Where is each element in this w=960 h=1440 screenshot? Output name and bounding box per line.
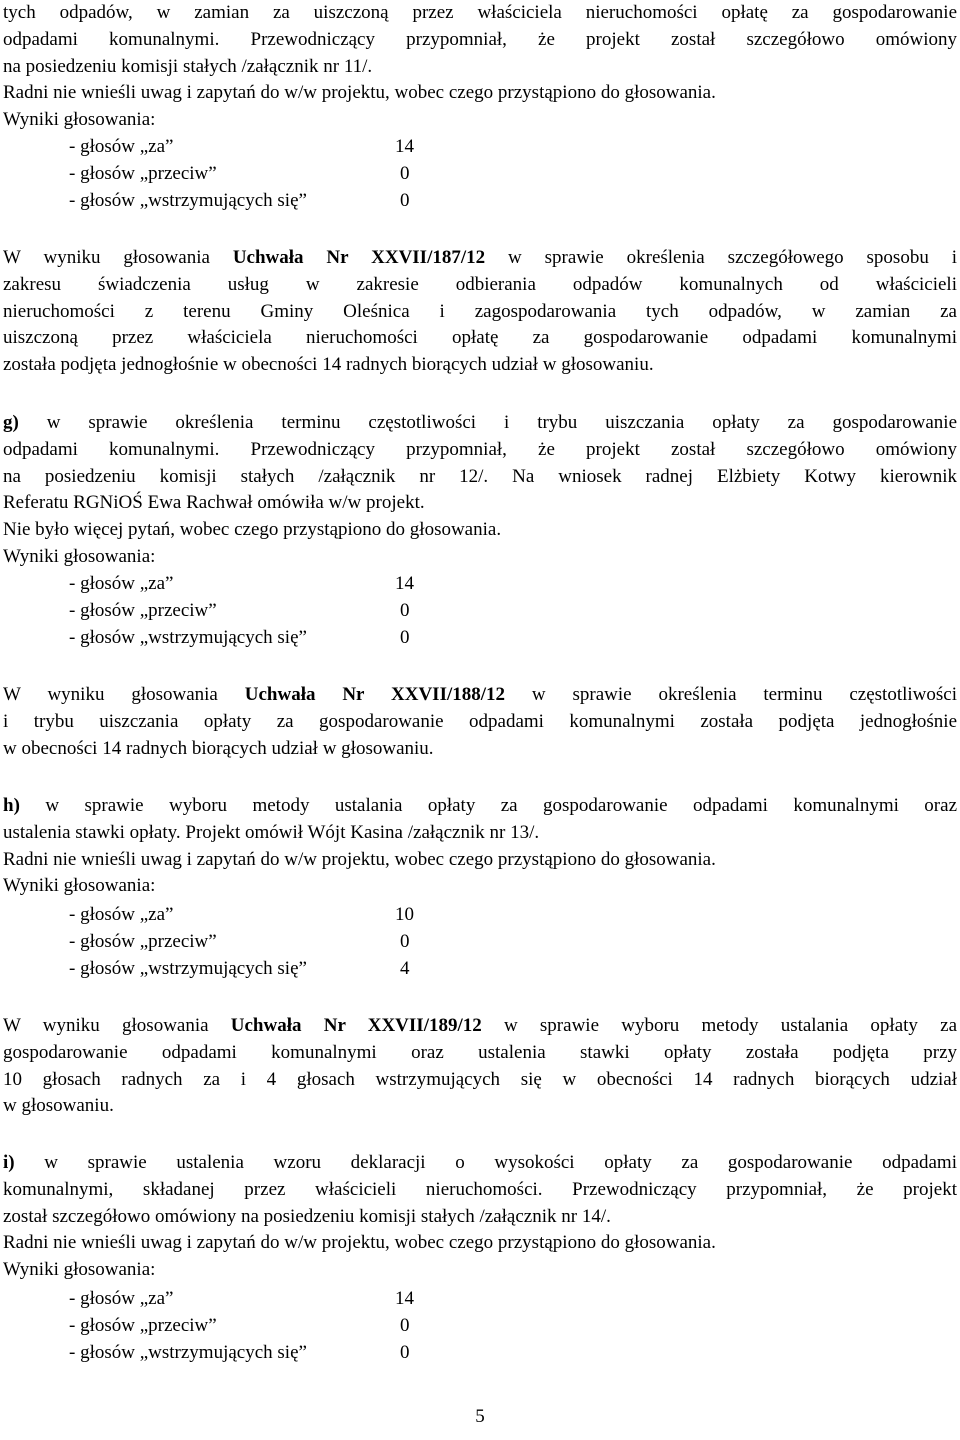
text-line: odpadami komunalnymi. Przewodniczący przypomniał, że projekt został szczegółowo omówiony — [3, 438, 957, 460]
vote-for-label: - głosów „za” — [69, 573, 174, 594]
vote-abstain-label: - głosów „wstrzymujących się” — [69, 190, 307, 211]
text-line: g) w sprawie określenia terminu częstotliwości i trybu uiszczania opłaty za gospodarowanie — [3, 412, 957, 433]
text-line: Radni nie wnieśli uwag i zapytań do w/w projektu, wobec czego przystąpiono do głosowania. — [3, 1232, 716, 1254]
section-letter: i) — [3, 1152, 15, 1173]
section-letter: g) — [3, 412, 19, 433]
voting-results-heading: Wyniki głosowania: — [3, 875, 156, 897]
vote-abstain-label: - głosów „wstrzymujących się” — [69, 958, 307, 979]
section-i-paragraph — [3, 1150, 957, 1284]
vote-for-label: - głosów „za” — [69, 1288, 174, 1309]
vote-for-row — [69, 902, 414, 929]
vote-for-row — [69, 134, 414, 161]
vote-abstain-count: 0 — [400, 1342, 410, 1363]
text-line: W wyniku głosowania Uchwała Nr XXVII/189/12 w sprawie wyboru metody ustalania opłaty za — [3, 1015, 957, 1036]
vote-against-count: 0 — [400, 600, 410, 621]
text-line: i trybu uiszczania opłaty za gospodarowanie odpadami komunalnymi została podjęta jednogłośnie — [3, 710, 957, 732]
voting-results-heading: Wyniki głosowania: — [3, 545, 156, 567]
voting-results-heading: Wyniki głosowania: — [3, 109, 156, 131]
text-line: i) w sprawie ustalenia wzoru deklaracji o wysokości opłaty za gospodarowanie odpadami — [3, 1152, 957, 1173]
text-line: W wyniku głosowania Uchwała Nr XXVII/187/12 w sprawie określenia szczegółowego sposobu i — [3, 247, 957, 268]
text-line: tych odpadów, w zamian za uiszczoną przez właściciela nieruchomości opłatę za gospodarowanie — [3, 2, 957, 23]
resolution-187-paragraph — [3, 245, 957, 379]
vote-for-count: 14 — [395, 573, 414, 594]
text-line: 10 głosach radnych za i 4 głosach wstrzymujących się w obecności 14 radnych biorących udział — [3, 1068, 957, 1090]
vote-for-label: - głosów „za” — [69, 904, 174, 925]
vote-abstain-label: - głosów „wstrzymujących się” — [69, 627, 307, 648]
vote-abstain-row — [69, 625, 410, 652]
vote-against-row — [69, 598, 410, 625]
vote-for-count: 10 — [395, 904, 414, 925]
vote-against-label: - głosów „przeciw” — [69, 163, 217, 184]
text-line: na posiedzeniu komisji stałych /załącznik nr 12/. Na wniosek radnej Elżbiety Kotwy kierownik — [3, 465, 957, 487]
page-number: 5 — [475, 1406, 485, 1427]
text-line: ustalenia stawki opłaty. Projekt omówił Wójt Kasina /załącznik nr 13/. — [3, 821, 540, 843]
text-line: gospodarowanie odpadami komunalnymi oraz ustalenia stawki opłaty została podjęta przy — [3, 1041, 957, 1063]
vote-against-label: - głosów „przeciw” — [69, 600, 217, 621]
vote-against-label: - głosów „przeciw” — [69, 931, 217, 952]
vote-against-row — [69, 1313, 410, 1340]
text-line: w głosowaniu. — [3, 1095, 114, 1117]
text-line: zakresu świadczenia usług w zakresie odbierania odpadów komunalnych od właścicieli — [3, 273, 957, 295]
text-line: uiszczoną przez właściciela nieruchomości opłatę za gospodarowanie odpadami komunalnymi — [3, 327, 957, 349]
text-line: Radni nie wnieśli uwag i zapytań do w/w projektu, wobec czego przystąpiono do głosowania. — [3, 82, 716, 104]
vote-against-row — [69, 929, 410, 956]
text-line: Radni nie wnieśli uwag i zapytań do w/w projektu, wobec czego przystąpiono do głosowania. — [3, 848, 716, 870]
vote-abstain-label: - głosów „wstrzymujących się” — [69, 1342, 307, 1363]
resolution-number: Uchwała Nr XXVII/188/12 — [244, 684, 506, 705]
vote-for-label: - głosów „za” — [69, 136, 174, 157]
text-line: odpadami komunalnymi. Przewodniczący przypomniał, że projekt został szczegółowo omówiony — [3, 28, 957, 50]
vote-abstain-count: 4 — [400, 958, 410, 979]
text-line: h) w sprawie wyboru metody ustalania opłaty za gospodarowanie odpadami komunalnymi oraz — [3, 795, 957, 816]
text-line: komunalnymi, składanej przez właścicieli nieruchomości. Przewodniczący przypomniał, że projekt — [3, 1178, 957, 1200]
section-letter: h) — [3, 795, 20, 816]
text-line: Nie było więcej pytań, wobec czego przystąpiono do głosowania. — [3, 519, 502, 541]
vote-against-label: - głosów „przeciw” — [69, 1315, 217, 1336]
resolution-number: Uchwała Nr XXVII/189/12 — [230, 1015, 482, 1036]
vote-for-row — [69, 571, 414, 598]
section-f-continuation — [3, 0, 957, 134]
vote-abstain-count: 0 — [400, 627, 410, 648]
resolution-188-paragraph — [3, 682, 957, 762]
vote-abstain-count: 0 — [400, 190, 410, 211]
vote-for-row — [69, 1286, 414, 1313]
vote-against-row — [69, 161, 410, 188]
vote-abstain-row — [69, 1340, 410, 1367]
resolution-189-paragraph — [3, 1013, 957, 1120]
text-line: Referatu RGNiOŚ Ewa Rachwał omówiła w/w projekt. — [3, 492, 425, 514]
vote-abstain-row — [69, 188, 410, 215]
text-line: została podjęta jednogłośnie w obecności 14 radnych biorących udział w głosowaniu. — [3, 354, 654, 376]
vote-for-count: 14 — [395, 136, 414, 157]
text-line: w obecności 14 radnych biorących udział w głosowaniu. — [3, 737, 434, 759]
vote-against-count: 0 — [400, 163, 410, 184]
vote-against-count: 0 — [400, 1315, 410, 1336]
section-g-paragraph — [3, 410, 957, 571]
voting-results-heading: Wyniki głosowania: — [3, 1259, 156, 1281]
vote-for-count: 14 — [395, 1288, 414, 1309]
section-h-paragraph — [3, 793, 957, 900]
text-line: został szczegółowo omówiony na posiedzeniu komisji stałych /załącznik nr 14/. — [3, 1205, 611, 1227]
text-line: na posiedzeniu komisji stałych /załącznik nr 11/. — [3, 55, 373, 77]
vote-against-count: 0 — [400, 931, 410, 952]
vote-abstain-row — [69, 956, 410, 983]
resolution-number: Uchwała Nr XXVII/187/12 — [232, 247, 486, 268]
text-line: W wyniku głosowania Uchwała Nr XXVII/188/12 w sprawie określenia terminu częstotliwości — [3, 684, 957, 705]
text-line: nieruchomości z terenu Gminy Oleśnica i zagospodarowania tych odpadów, w zamian za — [3, 300, 957, 322]
